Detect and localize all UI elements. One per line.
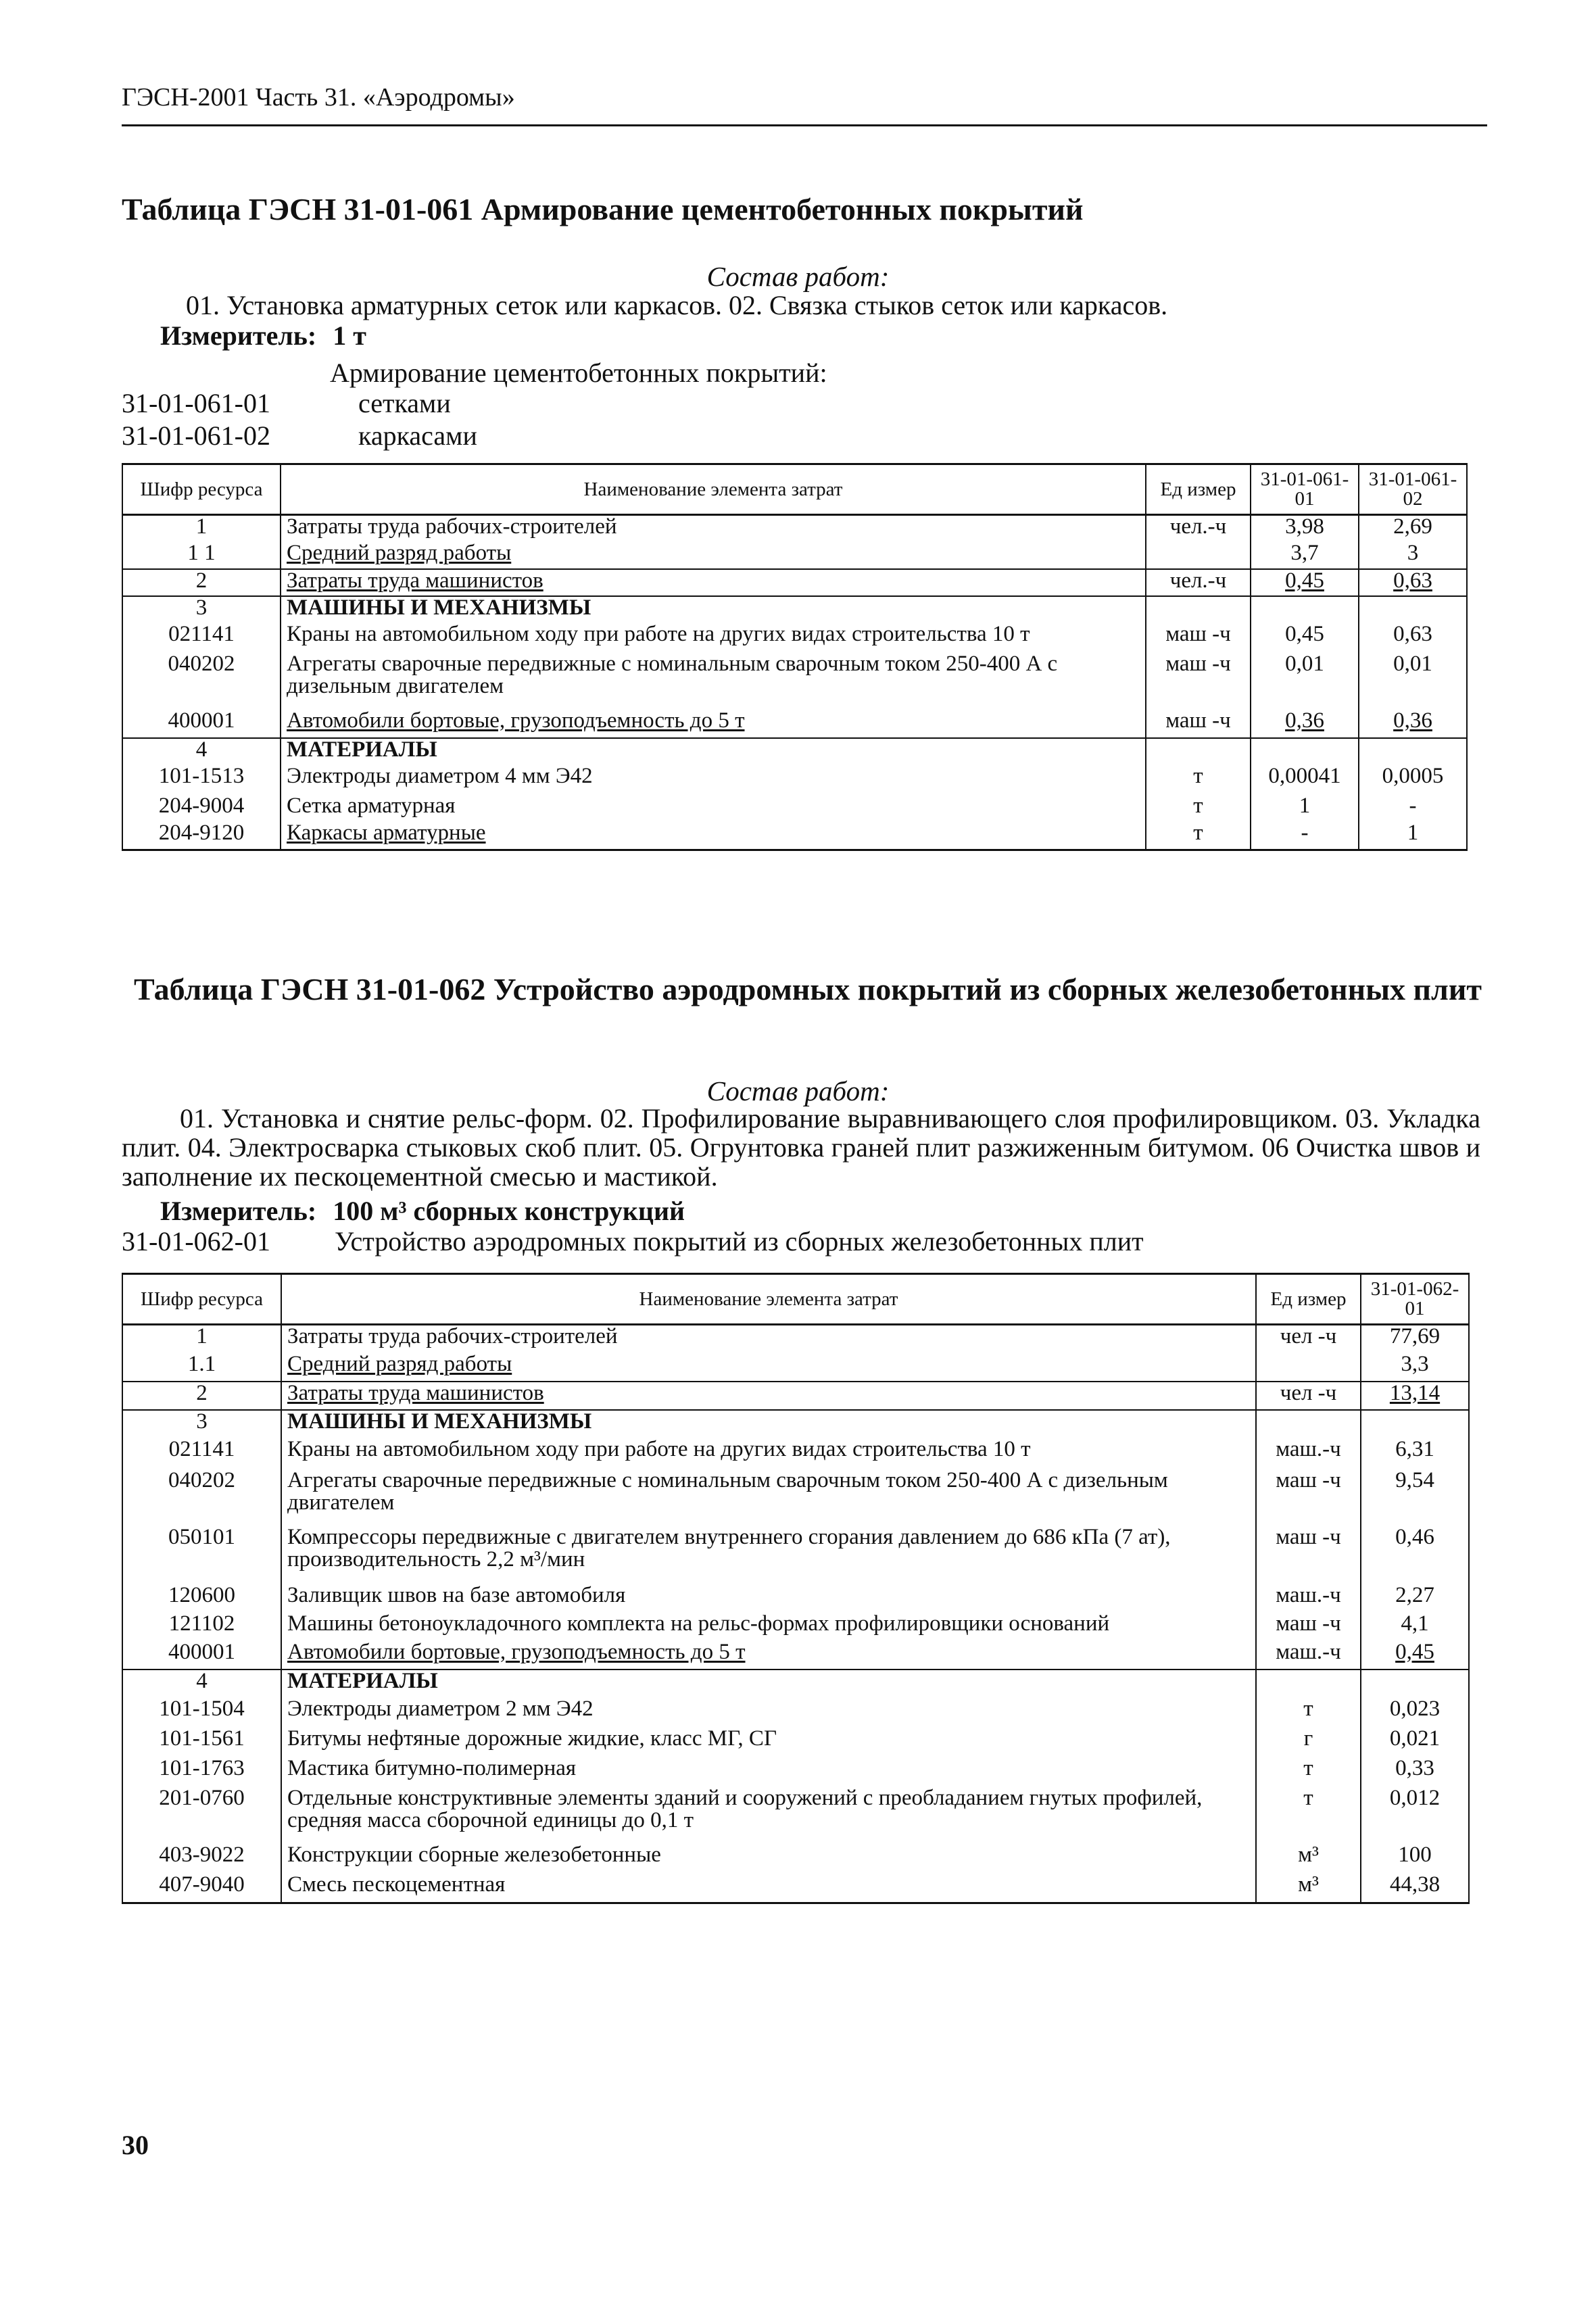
row-value-2: 3 <box>1359 542 1467 569</box>
row-unit: чел -ч <box>1256 1325 1361 1353</box>
row-unit: маш -ч <box>1256 1613 1361 1641</box>
row-name: Средний разряд работы <box>281 1353 1256 1382</box>
row-value-1: 13,14 <box>1361 1382 1469 1410</box>
table-row <box>122 1613 1469 1641</box>
table-row <box>122 542 1467 569</box>
row-code: 201-0760 <box>122 1787 281 1844</box>
row-value-1: 1 <box>1251 795 1359 822</box>
table-row <box>122 1410 1469 1438</box>
table-row <box>122 623 1467 653</box>
row-unit: чел -ч <box>1256 1382 1361 1410</box>
table2-measure <box>160 1196 685 1225</box>
row-unit: т <box>1146 795 1251 822</box>
row-value-1: 0,023 <box>1361 1698 1469 1728</box>
row-code: 4 <box>122 1670 281 1698</box>
table-row <box>122 1469 1469 1526</box>
table2-measure-value: 100 м³ сборных конструкций <box>333 1196 685 1226</box>
row-code: 204-9004 <box>122 795 281 822</box>
col-header-unit: Ед измер <box>1146 464 1251 515</box>
running-header: ГЭСН-2001 Часть 31. «Аэродромы» <box>122 83 515 112</box>
col-header-name: Наименование элемента затрат <box>281 1274 1256 1325</box>
row-value-2 <box>1359 596 1467 623</box>
row-unit: т <box>1256 1787 1361 1844</box>
row-name: Автомобили бортовые, грузоподъемность до 5 т <box>281 1641 1256 1670</box>
row-value-1: - <box>1251 822 1359 850</box>
row-unit: т <box>1256 1698 1361 1728</box>
row-unit <box>1256 1670 1361 1698</box>
row-value-1: 44,38 <box>1361 1874 1469 1903</box>
row-unit: м³ <box>1256 1844 1361 1874</box>
row-value-1: 2,27 <box>1361 1584 1469 1613</box>
row-unit: т <box>1256 1757 1361 1787</box>
table2-variant-code-1: 31-01-062-01 <box>122 1226 270 1257</box>
row-value-1: 0,33 <box>1361 1757 1469 1787</box>
row-unit: чел.-ч <box>1146 569 1251 596</box>
row-value-1: 3,98 <box>1251 515 1359 542</box>
table1-sostav-label: Состав работ: <box>706 261 890 292</box>
table1-measure-label: Измеритель: <box>160 320 317 351</box>
row-unit: маш.-ч <box>1256 1641 1361 1670</box>
table1-norms <box>122 463 1468 851</box>
row-code: 021141 <box>122 623 281 653</box>
table1-works: 01. Установка арматурных сеток или каркасов. 02. Связка стыков сеток или каркасов. <box>186 290 1168 320</box>
table1-measure <box>160 321 366 350</box>
table2-sostav-label: Состав работ: <box>706 1075 890 1106</box>
table1-measure-value: 1 т <box>333 320 366 351</box>
row-code: 3 <box>122 1410 281 1438</box>
row-code: 1 <box>122 515 281 542</box>
row-code: 121102 <box>122 1613 281 1641</box>
table-row <box>122 1728 1469 1757</box>
row-code: 040202 <box>122 653 281 710</box>
table-row <box>122 765 1467 795</box>
row-value-2: 0,36 <box>1359 710 1467 738</box>
row-name: Заливщик швов на базе автомобиля <box>281 1584 1256 1613</box>
row-code: 3 <box>122 596 281 623</box>
row-code: 1 1 <box>122 542 281 569</box>
table-row <box>122 1438 1469 1469</box>
col-header-code: Шифр ресурса <box>122 1274 281 1325</box>
row-value-1 <box>1251 738 1359 765</box>
row-name: МАШИНЫ И МЕХАНИЗМЫ <box>281 596 1146 623</box>
table-row <box>122 1526 1469 1584</box>
row-name: Агрегаты сварочные передвижные с номинальным сварочным током 250-400 А с дизельным двигателем <box>281 1469 1256 1526</box>
row-name: Затраты труда рабочих-строителей <box>281 1325 1256 1353</box>
row-unit: маш.-ч <box>1256 1438 1361 1469</box>
row-code: 403-9022 <box>122 1844 281 1874</box>
row-value-1: 3,3 <box>1361 1353 1469 1382</box>
row-name: Средний разряд работы <box>281 542 1146 569</box>
table2-variant-name-1: Устройство аэродромных покрытий из сборных железобетонных плит <box>335 1226 1144 1257</box>
row-value-2: - <box>1359 795 1467 822</box>
row-code: 101-1504 <box>122 1698 281 1728</box>
row-value-1: 0,45 <box>1251 623 1359 653</box>
row-name: Затраты труда машинистов <box>281 569 1146 596</box>
row-code: 400001 <box>122 710 281 738</box>
row-value-1: 100 <box>1361 1844 1469 1874</box>
row-code: 400001 <box>122 1641 281 1670</box>
table-row <box>122 1874 1469 1903</box>
row-value-1 <box>1361 1670 1469 1698</box>
table2-measure-label: Измеритель: <box>160 1196 317 1226</box>
row-value-1: 9,54 <box>1361 1469 1469 1526</box>
row-value-1: 4,1 <box>1361 1613 1469 1641</box>
row-name: Затраты труда машинистов <box>281 1382 1256 1410</box>
row-name: Конструкции сборные железобетонные <box>281 1844 1256 1874</box>
row-name: Затраты труда рабочих-строителей <box>281 515 1146 542</box>
table-row <box>122 1353 1469 1382</box>
row-unit <box>1146 542 1251 569</box>
row-value-1: 77,69 <box>1361 1325 1469 1353</box>
table-row <box>122 710 1467 738</box>
row-code: 2 <box>122 1382 281 1410</box>
col-header-name: Наименование элемента затрат <box>281 464 1146 515</box>
table-row <box>122 1844 1469 1874</box>
row-value-1: 0,45 <box>1251 569 1359 596</box>
page-number: 30 <box>122 2130 149 2160</box>
row-unit: маш.-ч <box>1256 1584 1361 1613</box>
row-code: 120600 <box>122 1584 281 1613</box>
row-unit: чел.-ч <box>1146 515 1251 542</box>
row-name: МАТЕРИАЛЫ <box>281 738 1146 765</box>
table-row <box>122 653 1467 710</box>
row-name: Отдельные конструктивные элементы зданий и сооружений с преобладанием гнутых профилей, средняя масса сборочной единицы до 0,1 т <box>281 1787 1256 1844</box>
col-header-unit: Ед измер <box>1256 1274 1361 1325</box>
row-value-2: 1 <box>1359 822 1467 850</box>
table-row <box>122 738 1467 765</box>
row-unit: т <box>1146 822 1251 850</box>
row-unit: маш -ч <box>1256 1526 1361 1584</box>
row-name: Машины бетоноукладочного комплекта на рельс-формах профилировщики оснований <box>281 1613 1256 1641</box>
row-name: Электроды диаметром 4 мм Э42 <box>281 765 1146 795</box>
table-row <box>122 515 1467 542</box>
row-name: Смесь пескоцементная <box>281 1874 1256 1903</box>
row-name: Сетка арматурная <box>281 795 1146 822</box>
table-row <box>122 1325 1469 1353</box>
row-unit: г <box>1256 1728 1361 1757</box>
row-value-1 <box>1361 1410 1469 1438</box>
table-row <box>122 569 1467 596</box>
row-value-2: 0,0005 <box>1359 765 1467 795</box>
table1-title: Таблица ГЭСН 31-01-061 Армирование цементобетонных покрытий <box>122 192 1084 226</box>
col-header-variant-1: 31-01-062-01 <box>1361 1274 1469 1325</box>
row-unit: маш -ч <box>1256 1469 1361 1526</box>
row-unit <box>1256 1353 1361 1382</box>
row-value-2: 0,63 <box>1359 569 1467 596</box>
row-unit: маш -ч <box>1146 653 1251 710</box>
table-row <box>122 1641 1469 1670</box>
table2-norms <box>122 1273 1470 1904</box>
row-code: 101-1561 <box>122 1728 281 1757</box>
row-value-2 <box>1359 738 1467 765</box>
table-row <box>122 1382 1469 1410</box>
row-value-1: 3,7 <box>1251 542 1359 569</box>
row-unit <box>1146 738 1251 765</box>
row-name: Мастика битумно-полимерная <box>281 1757 1256 1787</box>
table1-variant-code-1: 31-01-061-01 <box>122 388 270 418</box>
row-code: 1 <box>122 1325 281 1353</box>
row-value-1: 6,31 <box>1361 1438 1469 1469</box>
row-name: Каркасы арматурные <box>281 822 1146 850</box>
row-unit: маш -ч <box>1146 710 1251 738</box>
row-code: 101-1513 <box>122 765 281 795</box>
table1-variant-name-1: сетками <box>358 388 451 418</box>
col-header-code: Шифр ресурса <box>122 464 281 515</box>
row-value-1: 0,021 <box>1361 1728 1469 1757</box>
header-rule <box>122 124 1487 126</box>
table-row <box>122 1787 1469 1844</box>
row-code: 1.1 <box>122 1353 281 1382</box>
row-name: Краны на автомобильном ходу при работе на других видах строительства 10 т <box>281 623 1146 653</box>
col-header-variant-1: 31-01-061-01 <box>1251 464 1359 515</box>
row-unit <box>1146 596 1251 623</box>
row-value-1: 0,012 <box>1361 1787 1469 1844</box>
row-value-1: 0,46 <box>1361 1526 1469 1584</box>
table-row <box>122 1698 1469 1728</box>
table-row <box>122 1757 1469 1787</box>
row-code: 040202 <box>122 1469 281 1526</box>
row-name: Краны на автомобильном ходу при работе на других видах строительства 10 т <box>281 1438 1256 1469</box>
row-code: 050101 <box>122 1526 281 1584</box>
row-code: 204-9120 <box>122 822 281 850</box>
table-row <box>122 596 1467 623</box>
table2-works: 01. Установка и снятие рельс-форм. 02. Профилирование выравнивающего слоя профилировщиком. 03. Укладка плит. 04. Электросварка стыковых скоб плит. 05. Огрунтовка граней плит разжиженным битумом. 06 Очистка швов и заполнение их пескоцементной смесью и мастикой. <box>122 1103 1480 1192</box>
row-unit: т <box>1146 765 1251 795</box>
row-value-1: 0,36 <box>1251 710 1359 738</box>
row-code: 4 <box>122 738 281 765</box>
row-code: 101-1763 <box>122 1757 281 1787</box>
table-row <box>122 1584 1469 1613</box>
row-code: 407-9040 <box>122 1874 281 1903</box>
row-value-1: 0,45 <box>1361 1641 1469 1670</box>
table-row <box>122 822 1467 850</box>
row-unit: маш -ч <box>1146 623 1251 653</box>
row-value-1 <box>1251 596 1359 623</box>
row-value-1: 0,01 <box>1251 653 1359 710</box>
table2-title: Таблица ГЭСН 31-01-062 Устройство аэродромных покрытий из сборных железобетонных плит <box>134 972 1482 1006</box>
row-name: МАТЕРИАЛЫ <box>281 1670 1256 1698</box>
table1-variant-code-2: 31-01-061-02 <box>122 420 270 451</box>
row-name: Компрессоры передвижные с двигателем внутреннего сгорания давлением до 686 кПа (7 ат), производительность 2,2 м³/мин <box>281 1526 1256 1584</box>
row-value-2: 0,01 <box>1359 653 1467 710</box>
row-name: Электроды диаметром 2 мм Э42 <box>281 1698 1256 1728</box>
row-name: Автомобили бортовые, грузоподъемность до 5 т <box>281 710 1146 738</box>
row-value-2: 2,69 <box>1359 515 1467 542</box>
row-value-2: 0,63 <box>1359 623 1467 653</box>
table1-subtitle: Армирование цементобетонных покрытий: <box>330 358 827 388</box>
table-row <box>122 1670 1469 1698</box>
row-code: 021141 <box>122 1438 281 1469</box>
col-header-variant-2: 31-01-061-02 <box>1359 464 1467 515</box>
row-unit <box>1256 1410 1361 1438</box>
table1-variant-name-2: каркасами <box>358 420 477 451</box>
row-name: Битумы нефтяные дорожные жидкие, класс МГ, СГ <box>281 1728 1256 1757</box>
table-row <box>122 795 1467 822</box>
row-code: 2 <box>122 569 281 596</box>
row-unit: м³ <box>1256 1874 1361 1903</box>
row-name: Агрегаты сварочные передвижные с номинальным сварочным током 250-400 А с дизельным двигателем <box>281 653 1146 710</box>
row-value-1: 0,00041 <box>1251 765 1359 795</box>
row-name: МАШИНЫ И МЕХАНИЗМЫ <box>281 1410 1256 1438</box>
